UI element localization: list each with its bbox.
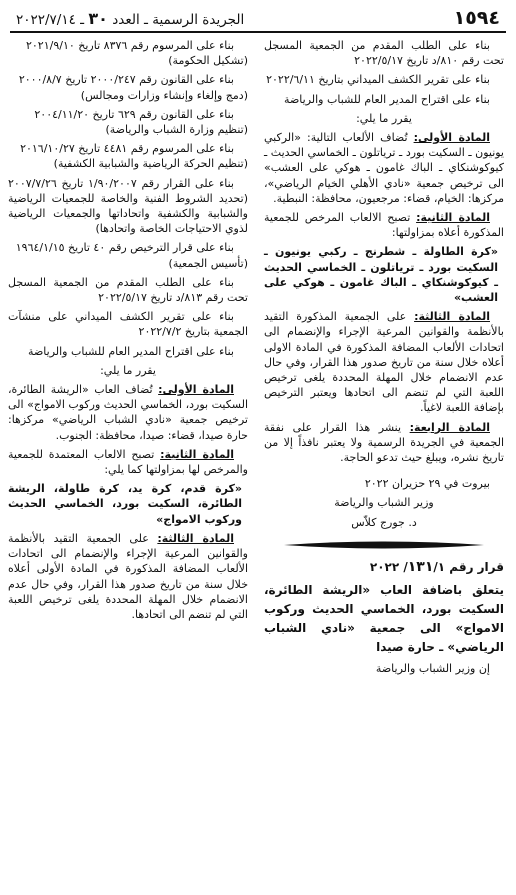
article-label: المادة الأولى: [413,131,490,145]
recital: بناء على القرار رقم ١/٩٠/٢٠٠٧ تاريخ ٢٠٠٧/٧/٢٦ (تحديد الشروط الفنية والخاصة للجمعيات الرياضية والشبابية والكشفية واتحاداتها والجمعيات الرياضية لذوي الاحتياجات الخاصة واتحادها) [8,176,248,236]
article-1 [264,130,504,206]
article-2 [8,447,248,477]
decision-subject: يتعلق باضافة العاب «الريشة الطائرة، السكيت بورد، الخماسي الحديث وركوب الامواج» الى جمعية «نادي الشباب الرياضي» ـ حارة صيدا [264,582,504,654]
article-text: تُضاف العاب «الريشة الطائرة، السكيت بورد، الخماسي الحديث وركوب الامواج» الى ترخيص جمعية «نادي الشباب الرياضي» مركزها: حارة صيدا، قضاء: صيدا، محافظة: الجنوب. [8,383,248,442]
article-label: المادة الأولى: [158,383,234,397]
recital [8,240,248,270]
recital-text: بناء على المرسوم رقم ٤٤٨١ تاريخ ٢٠١٦/١٠/٢٧ [20,142,234,156]
header-rule [10,31,506,33]
article-label: المادة الثانية: [416,211,490,225]
recital-note: (تأسيس الجمعية) [168,256,248,270]
decides-heading: يقرر ما يلي: [100,363,156,377]
article-text: على الجمعية المذكورة التقيد بالأنظمة والقوانين المرعية الإجراء والإنضمام الى اتحادات الألعاب المضافة المذكورة في المادة الاولى أعلاه خلال سنة من تاريخ صدور هذا القرار، وفي حال عدم الانضمام خلال المهلة المحددة يلغى ترخيص اللعبة التي لم تنضم الى اتحادها ويعتبر الترخيص بإضافة اللعبة لاغياً. [264,310,504,415]
recital-note: (تشكيل الحكومة) [168,54,248,68]
issue-date: ـ ٢٠٢٢/٧/١٤ [16,12,85,28]
recital-note: (تنظيم الحركة الرياضية والشبابية الكشفية) [53,157,248,171]
article-3 [8,531,248,622]
page-number: ١٥٩٤ [453,7,500,29]
issue-number: ٣٠ [88,9,108,28]
gazette-name: الجريدة الرسمية ـ العدد [112,12,245,28]
article-text: تصبح الالعاب المرخص للجمعية المذكورة أعلاه بمزاولتها: [264,211,504,240]
article-2 [264,210,504,240]
article-label: المادة الثالثة: [414,310,490,324]
decides-heading: يقرر ما يلي: [356,111,412,125]
recital-text: بناء على قرار الترخيص رقم ٤٠ تاريخ ١٩٦٤/١/١٥ [15,241,234,255]
article-label: المادة الرابعة: [409,420,490,434]
recital: بناء على تقرير الكشف الميداني على منشآت الجمعية بتاريخ ٢٠٢٢/٧/٢ [8,310,248,339]
sports-list: «كرة الطاولة ـ شطرنج ـ ركبي يونيون ـ السكيت بورد ـ ترياتلون ـ الخماسي الحديث ـ كيوكوشنكاي ـ الباك غامون ـ هوكي على العشب» [264,245,498,305]
recital-text: بناء على القانون رقم ٢٠٠٠/٢٤٧ تاريخ ٢٠٠٠/٨/٧ [18,73,234,87]
article-3 [264,309,504,415]
decision-number: ١٣١ [407,558,434,575]
recital: بناء على الطلب المقدم من الجمعية المسجل تحت رقم ٨١٠/د تاريخ ٢٠٢٢/٥/١٧ [264,39,504,68]
signer-name: د. جورج كلاّس [351,515,417,529]
recital: بناء على اقتراح المدير العام للشباب والرياضة [284,92,490,106]
separator-ornament [284,540,484,550]
article-text: تصبح الالعاب المعتمدة للجمعية والمرخص لها بمزاولتها كما يلي: [8,447,248,477]
recital: بناء على تقرير الكشف الميداني بتاريخ ٢٠٢٢/٦/١١ [266,73,490,87]
left-column [8,38,248,626]
recital [8,38,248,68]
recital: بناء على الطلب المقدم من الجمعية المسجل تحت رقم ٨١٣/د تاريخ ٢٠٢٢/٥/١٧ [8,275,248,305]
right-column [264,38,504,680]
article-text: على الجمعية التقيد بالأنظمة والقوانين المرعية الإجراء والإنضمام الى اتحادات الألعاب المضافة المذكورة في المادة الأولى أعلاه خلال سنة من تاريخ صدور هذا القرار، وفي حال عدم الانضمام خلال المهلة المحددة يلغى ترخيص اللعبة التي لم تنضم الى اتحادها. [8,531,248,621]
recital: بناء على اقتراح المدير العام للشباب والرياضة [28,344,234,358]
recital [8,141,248,171]
recital-text: بناء على المرسوم رقم ٨٣٧٦ تاريخ ٢٠٢١/٩/١٠ [25,39,234,52]
minister-line: إن وزير الشباب والرياضة [375,661,490,675]
recital [8,107,248,137]
article-label: المادة الثانية: [160,447,234,461]
decision-prefix: قرار رقم [449,559,504,574]
decision-heading [264,558,504,577]
article-4 [264,420,504,466]
recital-text: بناء على القانون رقم ٦٢٩ تاريخ ٢٠٠٤/١١/٢٠ [34,107,234,121]
recital-note: (دمج وإلغاء وإنشاء وزارات ومجالس) [80,88,248,102]
decision-suffix: /١/ ٢٠٢٢ [369,559,446,574]
article-label: المادة الثالثة: [157,531,234,545]
gazette-title [16,9,244,28]
signer-title: وزير الشباب والرياضة [334,496,434,510]
article-text: ينشر هذا القرار على نفقة الجمعية في الجريدة الرسمية ولا يعتبر نافذاً إلا من تاريخ نشره، ويبلغ حيث تدعو الحاجة. [264,420,504,465]
article-1 [8,382,248,443]
sports-list: «كرة قدم، كرة يد، كرة طاولة، الريشة الطائرة، السكيت بورد، الخماسي الحديث وركوب الامواج» [8,482,242,526]
recital-note: (تنظيم وزارة الشباب والرياضة) [105,123,248,137]
section-separator [264,538,504,552]
issue-place-date: بيروت في ٢٩ حزيران ٢٠٢٢ [364,477,490,491]
recital [8,72,248,102]
article-text: تُضاف الألعاب التالية: «الركبي يونيون ـ السكيت بورد ـ ترياتلون ـ الخماسي الحديث ـ كيوكوشنكاي ـ الباك غامون ـ هوكي على العشب» الى ترخيص جمعية «نادي الأهلي الخيام الرياضي»، مركزها: الخيام، قضاء: مرجعيون، محافظة: النبطية. [264,131,504,205]
page-header [10,6,506,30]
